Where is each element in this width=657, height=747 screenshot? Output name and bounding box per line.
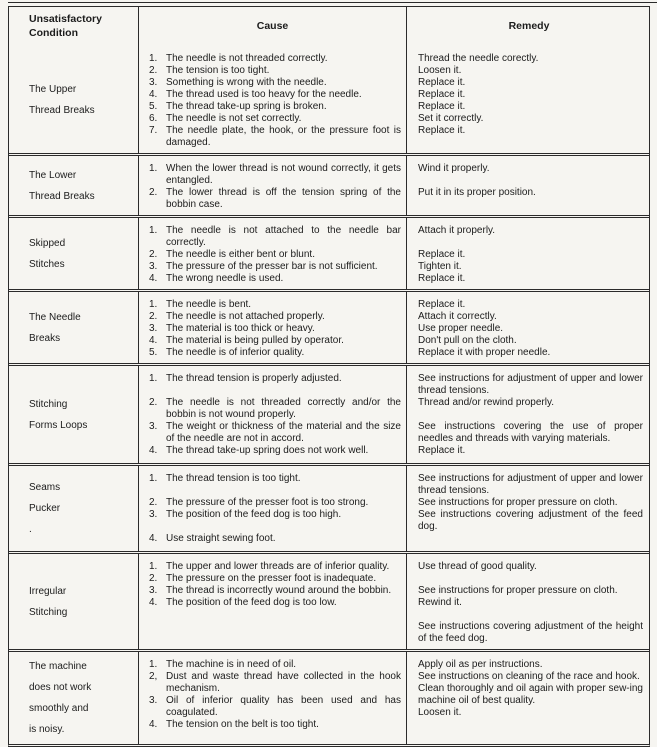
cause-text: The position of the feed dog is too high. xyxy=(166,509,342,520)
cause-number: 4. xyxy=(149,273,158,284)
condition-cell xyxy=(9,466,138,551)
cause-item xyxy=(149,311,401,323)
cause-number: 1. xyxy=(149,373,158,384)
cause-item xyxy=(149,163,401,187)
cause-number: 1. xyxy=(149,299,158,310)
cause-text: Something is wrong with the needle. xyxy=(166,77,327,88)
cause-item xyxy=(149,533,401,545)
condition-cell xyxy=(9,554,138,649)
remedy-cell xyxy=(406,292,651,363)
remedy-item: Replace it. xyxy=(418,101,466,112)
cause-item xyxy=(149,77,401,89)
cause-text: The thread is incorrectly wound around the bobbin. xyxy=(166,585,392,596)
remedy-item: Attach it properly. xyxy=(418,225,496,236)
condition-cell xyxy=(9,218,138,289)
header-condition xyxy=(9,7,138,46)
cause-number: 2. xyxy=(149,497,158,508)
cause-cell xyxy=(138,292,406,363)
remedy-cell xyxy=(406,652,651,744)
cause-number: 7. xyxy=(149,125,158,136)
cause-number: 3. xyxy=(149,323,158,334)
cause-number: 5. xyxy=(149,101,158,112)
cause-number: 2. xyxy=(149,65,158,76)
cause-item xyxy=(149,335,401,347)
cause-text: The tension is too tight. xyxy=(166,65,270,76)
remedy-item: See instructions for adjustment of upper and lower thread tensions. xyxy=(418,373,643,396)
remedy-item: Thread the needle corectly. xyxy=(418,53,539,64)
remedy-item: Wind it properly. xyxy=(418,163,490,174)
cause-item xyxy=(149,101,401,113)
remedy-item: Use thread of good quality. xyxy=(418,561,537,572)
cause-text: The thread tension is properly adjusted. xyxy=(166,373,342,384)
cause-text: The needle is not attached properly. xyxy=(166,311,325,322)
remedy-item: Replace it. xyxy=(418,299,466,310)
cause-text: The position of the feed dog is too low. xyxy=(166,597,337,608)
remedy-item: Loosen it. xyxy=(418,65,462,76)
condition-line: Breaks xyxy=(29,332,61,344)
cause-text: The weight or thickness of the material and the size of the needle are not in accord. xyxy=(166,421,401,444)
header-remedy-label: Remedy xyxy=(508,19,550,32)
remedy-cell xyxy=(406,366,651,463)
table-row xyxy=(9,649,649,744)
cause-text: The material is being pulled by operator. xyxy=(166,335,344,346)
cause-number: 3. xyxy=(149,695,158,706)
remedy-item: Don't pull on the cloth. xyxy=(418,335,517,346)
remedy-item: Replace it with proper needle. xyxy=(418,347,551,358)
cause-text: The pressure of the presser bar is not sufficient. xyxy=(166,261,378,272)
cause-item xyxy=(149,397,401,421)
condition-line: Stitches xyxy=(29,258,65,270)
table-header-row xyxy=(9,7,649,46)
cause-number: 2. xyxy=(149,187,158,198)
remedy-item: Clean thoroughly and oil again with proper sew-ing machine oil of best quality. xyxy=(418,683,643,706)
cause-number: 2. xyxy=(149,311,158,322)
table-row xyxy=(9,153,649,215)
cause-number: 2, xyxy=(149,671,158,682)
cause-text: The needle is of inferior quality. xyxy=(166,347,305,358)
cause-number: 4. xyxy=(149,89,158,100)
cause-text: Oil of inferior quality has been used and has coagulated. xyxy=(166,695,401,718)
cause-item xyxy=(149,561,401,573)
cause-cell xyxy=(138,652,406,744)
condition-cell xyxy=(9,292,138,363)
cause-item xyxy=(149,573,401,585)
cause-item xyxy=(149,249,401,261)
cause-text: The needle is bent. xyxy=(166,299,252,310)
page-top-rule xyxy=(8,2,657,3)
condition-line: Stitching xyxy=(29,398,68,410)
condition-cell xyxy=(9,46,138,153)
cause-cell xyxy=(138,366,406,463)
header-cause xyxy=(138,7,406,46)
remedy-item: Apply oil as per instructions. xyxy=(418,659,543,670)
cause-number: 4. xyxy=(149,445,158,456)
cause-text: The needle plate, the hook, or the pressure foot is damaged. xyxy=(166,125,401,148)
cause-number: 3. xyxy=(149,77,158,88)
header-condition-line1: Unsatisfactory xyxy=(29,13,102,25)
table-row xyxy=(9,551,649,649)
condition-cell xyxy=(9,156,138,215)
cause-item xyxy=(149,585,401,597)
cause-number: 1. xyxy=(149,163,158,174)
remedy-item: See instructions on cleaning of the race and hook. xyxy=(418,671,640,682)
cause-item xyxy=(149,473,401,485)
cause-item xyxy=(149,323,401,335)
table-row xyxy=(9,46,649,153)
cause-number: 3. xyxy=(149,509,158,520)
cause-number: 5. xyxy=(149,347,158,358)
cause-number: 1. xyxy=(149,473,158,484)
remedy-item: See instructions for adjustment of upper and lower thread tensions. xyxy=(418,473,643,496)
cause-text: The upper and lower threads are of inferior quality. xyxy=(166,561,390,572)
cause-cell xyxy=(138,554,406,649)
remedy-item: Loosen it. xyxy=(418,707,462,718)
condition-cell xyxy=(9,652,138,744)
cause-text: The thread take-up spring is broken. xyxy=(166,101,327,112)
cause-number: 4. xyxy=(149,719,158,730)
table-body xyxy=(9,46,649,744)
remedy-item: Replace it. xyxy=(418,445,466,456)
condition-line: Skipped xyxy=(29,237,66,249)
condition-line: Thread Breaks xyxy=(29,104,95,116)
cause-text: Use straight sewing foot. xyxy=(166,533,276,544)
cause-item xyxy=(149,53,401,65)
cause-number: 1. xyxy=(149,659,158,670)
cause-item xyxy=(149,273,401,285)
remedy-cell xyxy=(406,156,651,215)
remedy-cell xyxy=(406,46,651,153)
cause-text: The pressure of the presser foot is too strong. xyxy=(166,497,369,508)
remedy-item: Attach it correctly. xyxy=(418,311,497,322)
condition-line: Irregular xyxy=(29,585,67,597)
remedy-item: See instructions for proper pressure on cloth. xyxy=(418,585,618,596)
remedy-cell xyxy=(406,554,651,649)
cause-item xyxy=(149,89,401,101)
cause-number: 2. xyxy=(149,573,158,584)
remedy-item: Replace it. xyxy=(418,273,466,284)
remedy-item: Rewind it. xyxy=(418,597,462,608)
condition-line: smoothly and xyxy=(29,703,89,714)
condition-line: Seams xyxy=(29,482,61,493)
cause-number: 4. xyxy=(149,533,158,544)
cause-item xyxy=(149,113,401,125)
cause-item xyxy=(149,347,401,359)
table-row xyxy=(9,363,649,463)
cause-text: When the lower thread is not wound correctly, it gets entangled. xyxy=(166,163,401,186)
remedy-cell xyxy=(406,466,651,551)
cause-number: 1. xyxy=(149,53,158,64)
cause-item xyxy=(149,509,401,521)
cause-text: The needle is not attached to the needle bar correctly. xyxy=(166,225,401,248)
table-row xyxy=(9,215,649,289)
cause-cell xyxy=(138,156,406,215)
header-remedy xyxy=(406,7,651,46)
remedy-item: Replace it. xyxy=(418,89,466,100)
cause-item xyxy=(149,671,401,695)
remedy-item: See instructions covering adjustment of the height of the feed dog. xyxy=(418,621,643,644)
cause-number: 3. xyxy=(149,261,158,272)
condition-line: is noisy. xyxy=(29,724,65,735)
remedy-item: Tighten it. xyxy=(418,261,462,272)
condition-line: The Needle xyxy=(29,311,81,323)
cause-item xyxy=(149,445,401,457)
cause-item xyxy=(149,373,401,385)
header-condition-line2: Condition xyxy=(29,26,78,39)
remedy-item: Replace it. xyxy=(418,249,466,260)
cause-item xyxy=(149,187,401,211)
cause-item xyxy=(149,261,401,273)
condition-line: Stitching xyxy=(29,606,68,618)
remedy-item: See instructions covering the use of proper needles and threads with varying materials. xyxy=(418,421,643,444)
cause-number: 6. xyxy=(149,113,158,124)
cause-item xyxy=(149,421,401,445)
remedy-item: Replace it. xyxy=(418,77,466,88)
cause-number: 1. xyxy=(149,561,158,572)
remedy-item: Use proper needle. xyxy=(418,323,504,334)
cause-item xyxy=(149,695,401,719)
table-row xyxy=(9,463,649,551)
cause-item xyxy=(149,497,401,509)
troubleshooting-table xyxy=(8,6,650,747)
cause-text: The material is too thick or heavy. xyxy=(166,323,315,334)
cause-text: The wrong needle is used. xyxy=(166,273,284,284)
cause-number: 1. xyxy=(149,225,158,236)
cause-item xyxy=(149,125,401,149)
condition-line: The machine xyxy=(29,661,87,672)
cause-text: The thread used is too heavy for the needle. xyxy=(166,89,362,100)
condition-line: Pucker xyxy=(29,503,61,514)
cause-text: Dust and waste thread have collected in the hook mechanism. xyxy=(166,671,401,694)
cause-number: 4. xyxy=(149,335,158,346)
cause-item xyxy=(149,65,401,77)
remedy-item: Thread and/or rewind properly. xyxy=(418,397,554,408)
cause-item xyxy=(149,719,401,731)
cause-text: The needle is not threaded correctly. xyxy=(166,53,328,64)
cause-text: The pressure on the presser foot is inadequate. xyxy=(166,573,377,584)
cause-number: 3. xyxy=(149,421,158,432)
remedy-item: See instructions for proper pressure on cloth. xyxy=(418,497,618,508)
cause-text: The needle is not threaded correctly and/or the bobbin is not wound properly. xyxy=(166,397,401,420)
cause-text: The lower thread is off the tension spring of the bobbin case. xyxy=(166,187,401,210)
cause-cell xyxy=(138,466,406,551)
remedy-item: See instructions covering adjustment of the feed dog. xyxy=(418,509,643,532)
cause-text: The machine is in need of oil. xyxy=(166,659,297,670)
cause-number: 2. xyxy=(149,249,158,260)
cause-number: 3. xyxy=(149,585,158,596)
condition-line: does not work xyxy=(29,682,92,693)
cause-text: The thread take-up spring does not work well. xyxy=(166,445,369,456)
cause-cell xyxy=(138,46,406,153)
cause-cell xyxy=(138,218,406,289)
table-row xyxy=(9,289,649,363)
condition-line: The Lower xyxy=(29,169,77,181)
cause-item xyxy=(149,225,401,249)
cause-text: The tension on the belt is too tight. xyxy=(166,719,319,730)
remedy-cell xyxy=(406,218,651,289)
cause-item xyxy=(149,597,401,609)
condition-line: Thread Breaks xyxy=(29,190,95,202)
cause-item xyxy=(149,299,401,311)
header-cause-label: Cause xyxy=(256,19,289,32)
cause-item xyxy=(149,659,401,671)
cause-number: 4. xyxy=(149,597,158,608)
condition-line: Forms Loops xyxy=(29,419,88,431)
remedy-item: Replace it. xyxy=(418,125,466,136)
condition-line: The Upper xyxy=(29,83,77,95)
cause-text: The needle is either bent or blunt. xyxy=(166,249,315,260)
condition-line: . xyxy=(29,524,32,535)
cause-text: The thread tension is too tight. xyxy=(166,473,301,484)
remedy-item: Put it in its proper position. xyxy=(418,187,536,198)
cause-number: 2. xyxy=(149,397,158,408)
condition-cell xyxy=(9,366,138,463)
cause-text: The needle is not set correctly. xyxy=(166,113,302,124)
remedy-item: Set it correctly. xyxy=(418,113,484,124)
